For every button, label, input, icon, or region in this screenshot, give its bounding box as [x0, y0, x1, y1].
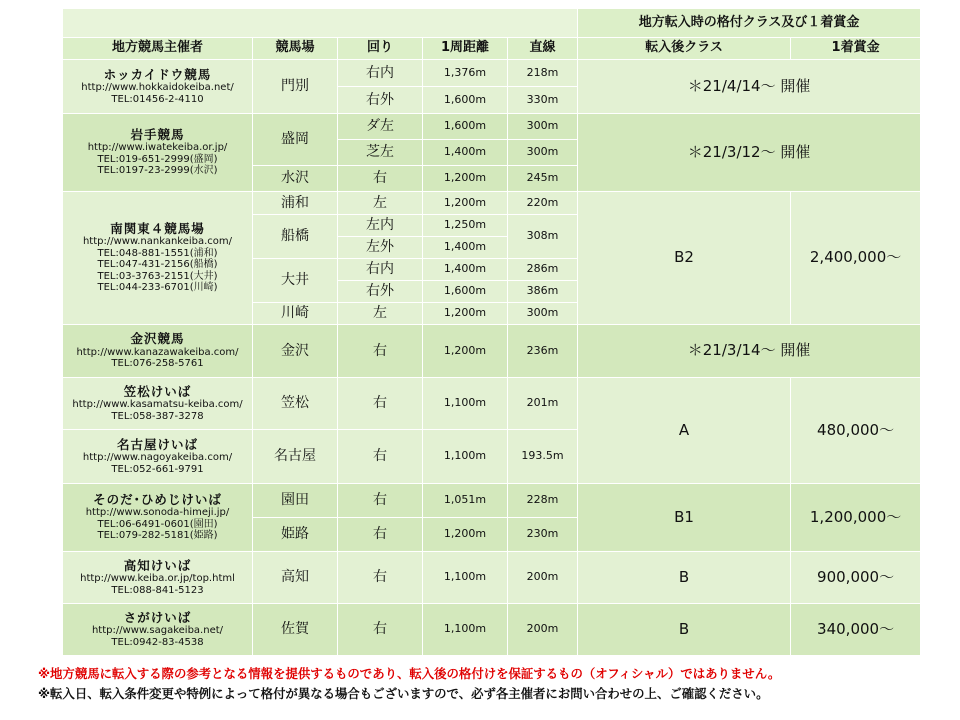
organizer-name: さがけいば	[123, 609, 192, 625]
organizer-tel: TEL:058-387-3278	[111, 410, 204, 422]
straight-cell: 200m	[508, 604, 578, 656]
track-cell: 川崎	[253, 303, 338, 325]
straight-cell: 300m	[508, 140, 578, 166]
straight-cell: 300m	[508, 114, 578, 140]
organizer-hokkaido	[63, 60, 253, 114]
class-cell: A	[578, 378, 791, 484]
transfer-info-table	[62, 8, 921, 656]
header-organizer: 地方競馬主催者	[63, 38, 253, 60]
organizer-url: http://www.kasamatsu-keiba.com/	[72, 399, 243, 411]
distance-cell: 1,400m	[423, 237, 508, 259]
opening-note: ＊21/3/14～ 開催	[578, 325, 921, 378]
organizer-tel: TEL:076-258-5761	[111, 358, 204, 370]
opening-note: ＊21/4/14～ 開催	[578, 60, 921, 114]
header-blank	[63, 9, 578, 38]
organizer-name: ホッカイドウ競馬	[103, 66, 212, 82]
distance-cell: 1,600m	[423, 281, 508, 303]
straight-cell: 201m	[508, 378, 578, 430]
contact-note: ※転入日、転入条件変更や特例によって格付が異なる場合もございますので、必ず各主催者にお問い合わせの上、ご確認ください。	[38, 686, 769, 701]
organizer-tel: TEL:019-651-2999(盛岡)	[97, 153, 218, 165]
turn-cell: 右	[338, 325, 423, 378]
organizer-url: http://www.hokkaidokeiba.net/	[81, 82, 234, 94]
distance-cell: 1,200m	[423, 325, 508, 378]
organizer-url: http://www.sonoda-himeji.jp/	[85, 507, 230, 519]
class-cell: B	[578, 604, 791, 656]
organizer-name: 名古屋けいば	[116, 436, 198, 452]
organizer-tel: TEL:03-3763-2151(大井)	[97, 270, 218, 282]
organizer-tel: TEL:047-431-2156(船橋)	[97, 259, 218, 271]
distance-cell: 1,200m	[423, 518, 508, 552]
distance-cell: 1,400m	[423, 259, 508, 281]
organizer-tel: TEL:079-282-5181(姫路)	[97, 530, 218, 542]
class-cell: B	[578, 552, 791, 604]
organizer-url: http://www.kanazawakeiba.com/	[76, 346, 239, 358]
straight-cell: 236m	[508, 325, 578, 378]
organizer-tel: TEL:048-881-1551(浦和)	[97, 247, 218, 259]
turn-cell: 右	[338, 604, 423, 656]
distance-cell: 1,600m	[423, 114, 508, 140]
turn-cell: 右	[338, 484, 423, 518]
distance-cell: 1,100m	[423, 378, 508, 430]
organizer-name: 南関東４競馬場	[110, 221, 205, 237]
organizer-tel: TEL:06-6491-0601(園田)	[97, 518, 218, 530]
distance-cell: 1,100m	[423, 430, 508, 484]
footer-notes	[38, 664, 938, 704]
organizer-url: http://www.nankankeiba.com/	[82, 236, 233, 248]
turn-cell: 左	[338, 192, 423, 215]
turn-cell: 左	[338, 303, 423, 325]
track-cell: 門別	[253, 60, 338, 114]
organizer-kasamatsu	[63, 378, 253, 430]
header-track: 競馬場	[253, 38, 338, 60]
organizer-name: 高知けいば	[123, 557, 192, 573]
organizer-tel: TEL:0197-23-2999(水沢)	[97, 165, 218, 177]
turn-cell: 右	[338, 518, 423, 552]
distance-cell: 1,600m	[423, 87, 508, 114]
distance-cell: 1,200m	[423, 303, 508, 325]
track-cell: 浦和	[253, 192, 338, 215]
class-cell: B1	[578, 484, 791, 552]
track-cell: 笠松	[253, 378, 338, 430]
straight-cell: 220m	[508, 192, 578, 215]
track-cell: 盛岡	[253, 114, 338, 166]
turn-cell: 左外	[338, 237, 423, 259]
prize-cell: 340,000～	[791, 604, 921, 656]
disclaimer-note: ※地方競馬に転入する際の参考となる情報を提供するものであり、転入後の格付けを保証するもの（オフィシャル）ではありません。	[38, 666, 781, 681]
distance-cell: 1,100m	[423, 552, 508, 604]
organizer-name: 笠松けいば	[123, 383, 192, 399]
turn-cell: 右	[338, 166, 423, 192]
header-class: 転入後クラス	[578, 38, 791, 60]
organizer-nagoya	[63, 430, 253, 484]
straight-cell: 218m	[508, 60, 578, 87]
straight-cell: 193.5m	[508, 430, 578, 484]
straight-cell: 286m	[508, 259, 578, 281]
prize-cell: 2,400,000～	[791, 192, 921, 325]
turn-cell: 右	[338, 430, 423, 484]
track-cell: 水沢	[253, 166, 338, 192]
organizer-saga	[63, 604, 253, 656]
opening-note: ＊21/3/12～ 開催	[578, 114, 921, 192]
class-cell: B2	[578, 192, 791, 325]
straight-cell: 330m	[508, 87, 578, 114]
distance-cell: 1,400m	[423, 140, 508, 166]
track-cell: 高知	[253, 552, 338, 604]
turn-cell: 右内	[338, 60, 423, 87]
prize-cell: 900,000～	[791, 552, 921, 604]
distance-cell: 1,376m	[423, 60, 508, 87]
organizer-kanazawa	[63, 325, 253, 378]
turn-cell: 左内	[338, 215, 423, 237]
distance-cell: 1,200m	[423, 166, 508, 192]
organizer-name: 金沢競馬	[130, 331, 185, 347]
organizer-url: http://www.iwatekeiba.or.jp/	[87, 142, 228, 154]
header-prize: 1着賞金	[791, 38, 921, 60]
organizer-url: http://www.nagoyakeiba.com/	[82, 452, 233, 464]
organizer-iwate	[63, 114, 253, 192]
distance-cell: 1,250m	[423, 215, 508, 237]
organizer-tel: TEL:01456-2-4110	[111, 93, 204, 105]
turn-cell: 右外	[338, 87, 423, 114]
distance-cell: 1,100m	[423, 604, 508, 656]
organizer-tel: TEL:088-841-5123	[111, 584, 204, 596]
track-cell: 園田	[253, 484, 338, 518]
header-group-title: 地方転入時の格付クラス及び１着賞金	[578, 9, 921, 38]
turn-cell: 芝左	[338, 140, 423, 166]
organizer-sonoda-himeji	[63, 484, 253, 552]
turn-cell: 右内	[338, 259, 423, 281]
prize-cell: 1,200,000～	[791, 484, 921, 552]
header-turn: 回り	[338, 38, 423, 60]
organizer-name: 岩手競馬	[130, 127, 185, 143]
turn-cell: ダ左	[338, 114, 423, 140]
track-cell: 大井	[253, 259, 338, 303]
track-cell: 姫路	[253, 518, 338, 552]
straight-cell: 245m	[508, 166, 578, 192]
organizer-name: そのだ･ひめじけいば	[93, 492, 222, 508]
organizer-url: http://www.sagakeiba.net/	[91, 625, 224, 637]
organizer-minami-kanto	[63, 192, 253, 325]
straight-cell: 228m	[508, 484, 578, 518]
organizer-tel: TEL:052-661-9791	[111, 463, 204, 475]
organizer-url: http://www.keiba.or.jp/top.html	[80, 573, 235, 585]
straight-cell: 300m	[508, 303, 578, 325]
track-cell: 佐賀	[253, 604, 338, 656]
straight-cell: 230m	[508, 518, 578, 552]
track-cell: 船橋	[253, 215, 338, 259]
organizer-tel: TEL:0942-83-4538	[111, 636, 204, 648]
turn-cell: 右外	[338, 281, 423, 303]
header-distance: 1周距離	[423, 38, 508, 60]
organizer-kochi	[63, 552, 253, 604]
straight-cell: 386m	[508, 281, 578, 303]
turn-cell: 右	[338, 552, 423, 604]
turn-cell: 右	[338, 378, 423, 430]
straight-cell: 200m	[508, 552, 578, 604]
track-cell: 名古屋	[253, 430, 338, 484]
header-straight: 直線	[508, 38, 578, 60]
track-cell: 金沢	[253, 325, 338, 378]
prize-cell: 480,000～	[791, 378, 921, 484]
straight-cell: 308m	[508, 215, 578, 259]
organizer-tel: TEL:044-233-6701(川崎)	[97, 282, 218, 294]
distance-cell: 1,051m	[423, 484, 508, 518]
distance-cell: 1,200m	[423, 192, 508, 215]
